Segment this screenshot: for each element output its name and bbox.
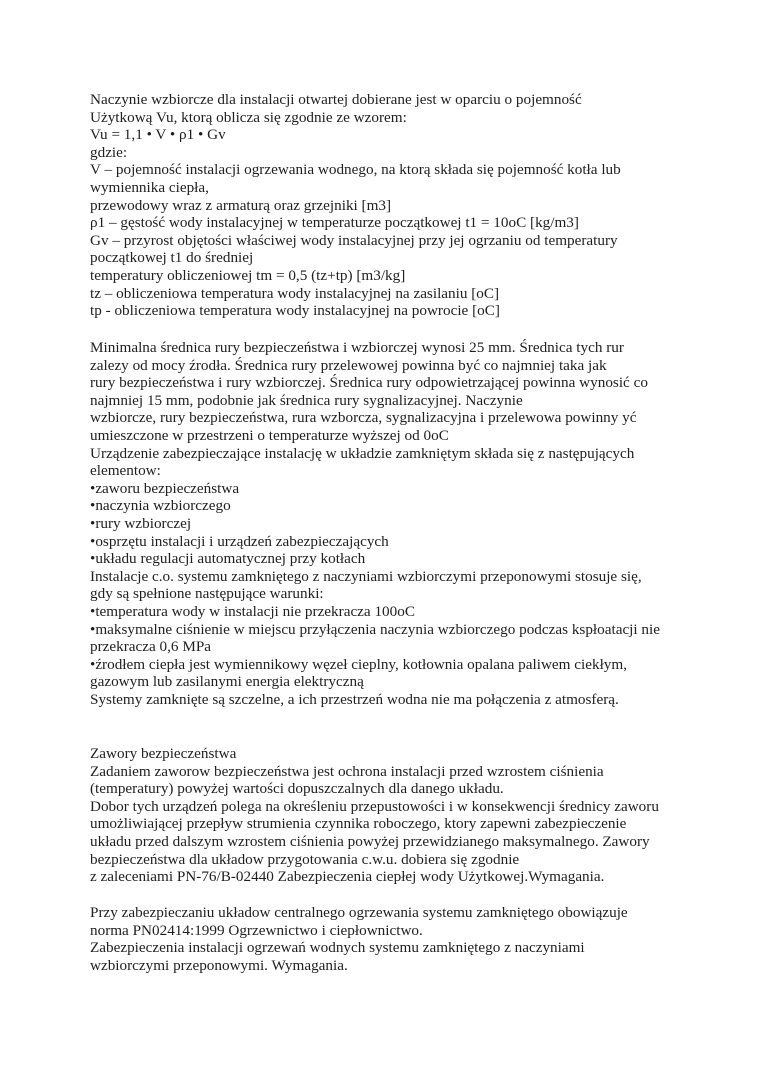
list-item: •układu regulacji automatycznej przy kotłach [90, 550, 366, 568]
text-line: przewodowy wraz z armaturą oraz grzejniki [m3] [90, 196, 392, 214]
text-line: Przy zabezpieczaniu układow centralnego ogrzewania systemu zamkniętego obowiązuje [90, 904, 628, 921]
list-item: •naczynia wzbiorczego [90, 497, 231, 515]
paragraph-pipes-and-closed-system [90, 339, 690, 708]
text-line: wymiennika ciepła, [90, 178, 209, 196]
text-line: początkowej t1 do średniej [90, 249, 254, 267]
text-line: ρ1 – gęstość wody instalacyjnej w temperaturze początkowej t1 = 10oC [kg/m3] [90, 214, 579, 232]
paragraph-standards [90, 904, 690, 974]
text-line: Gv – przyrost objętości właściwej wody instalacyjnej przy jej ogrzaniu od temperatury [90, 231, 618, 249]
text-line: tp - obliczeniowa temperatura wody instalacyjnej na powrocie [oC] [90, 302, 500, 320]
text-line: Minimalna średnica rury bezpieczeństwa i wzbiorczej wynosi 25 mm. Średnica tych rur [90, 339, 624, 356]
text-line: rury bezpieczeństwa i rury wzbiorczej. Średnica rury odpowietrzającej powinna wynosić co [90, 374, 648, 392]
text-line: elementow: [90, 462, 161, 480]
text-line: tz – obliczeniowa temperatura wody instalacyjnej na zasilaniu [oC] [90, 284, 500, 302]
list-item: •rury wzbiorczej [90, 514, 192, 532]
text-line: Instalacje c.o. systemu zamkniętego z naczyniami wzbiorczymi przeponowymi stosuje się, [90, 567, 642, 585]
text-line: temperatury obliczeniowej tm = 0,5 (tz+tp) [m3/kg] [90, 266, 406, 284]
list-item: •maksymalne ciśnienie w miejscu przyłączenia naczynia wzbiorczego podczas kspłoatacji nie [90, 620, 660, 638]
text-line: z zaleceniami PN-76/B-02440 Zabezpieczenia ciepłej wody Użytkowej.Wymagania. [90, 868, 605, 886]
list-item: •źrodłem ciepła jest wymiennikowy węzeł cieplny, kotłownia opalana paliwem ciekłym, [90, 655, 627, 673]
text-line: gazowym lub zasilanymi energia elektryczną [90, 673, 364, 691]
list-item: •zaworu bezpieczeństwa [90, 479, 240, 497]
text-line: umieszczone w przestrzeni o temperaturze wyższej od 0oC [90, 426, 449, 444]
text-line: Systemy zamknięte są szczelne, a ich przestrzeń wodna nie ma połączenia z atmosferą. [90, 690, 619, 708]
text-line: Zabezpieczenia instalacji ogrzewań wodnych systemu zamkniętego z naczyniami [90, 939, 585, 957]
text-line: norma PN02414:1999 Ogrzewnictwo i ciepłownictwo. [90, 921, 423, 939]
text-line: (temperatury) powyżej wartości dopuszczalnych dla danego układu. [90, 780, 504, 798]
text-line: gdy są spełnione następujące warunki: [90, 585, 324, 603]
text-line: Zadaniem zaworow bezpieczeństwa jest ochrona instalacji przed wzrostem ciśnienia [90, 762, 604, 780]
text-line: Vu = 1,1 • V • ρ1 • Gv [90, 126, 226, 144]
text-line: najmniej 15 mm, podobnie jak średnica rury sygnalizacyjnej. Naczynie [90, 391, 523, 409]
list-item: •osprzętu instalacji i urządzeń zabezpieczających [90, 532, 389, 550]
text-line: umożliwiającej przepływ strumienia czynnika roboczego, ktory zapewni zabezpieczenie [90, 815, 627, 833]
section-heading: Zawory bezpieczeństwa [90, 745, 237, 762]
text-line: Użytkową Vu, ktorą oblicza się zgodnie ze wzorem: [90, 108, 407, 126]
text-line: V – pojemność instalacji ogrzewania wodnego, na ktorą składa się pojemność kotła lub [90, 161, 621, 179]
text-line: Dobor tych urządzeń polega na określeniu przepustowości i w konsekwencji średnicy zaworu [90, 797, 659, 815]
text-line: wzbiorcze, rury bezpieczeństwa, rura wzborcza, sygnalizacyjna i przelewowa powinny yć [90, 409, 637, 427]
text-line: wzbiorczymi przeponowymi. Wymagania. [90, 956, 348, 974]
text-line: gdzie: [90, 143, 128, 161]
text-line: układu przed dalszym wzrostem ciśnienia powyżej przewidzianego maksymalnego. Zawory [90, 832, 650, 850]
paragraph-safety-valves [90, 745, 690, 886]
text-line: bezpieczeństwa dla układow przygotowania c.w.u. dobiera się zgodnie [90, 850, 520, 868]
text-line: Naczynie wzbiorcze dla instalacji otwartej dobierane jest w oparciu o pojemność [90, 91, 582, 108]
list-item: •temperatura wody w instalacji nie przekracza 100oC [90, 602, 415, 620]
paragraph-expansion-vessel-formula [90, 91, 690, 320]
text-line: przekracza 0,6 MPa [90, 638, 212, 656]
text-line: zalezy od mocy źrodła. Średnica rury przelewowej powinna być co najmniej taka jak [90, 356, 607, 374]
text-line: Urządzenie zabezpieczające instalację w układzie zamkniętym składa się z następujących [90, 444, 635, 462]
